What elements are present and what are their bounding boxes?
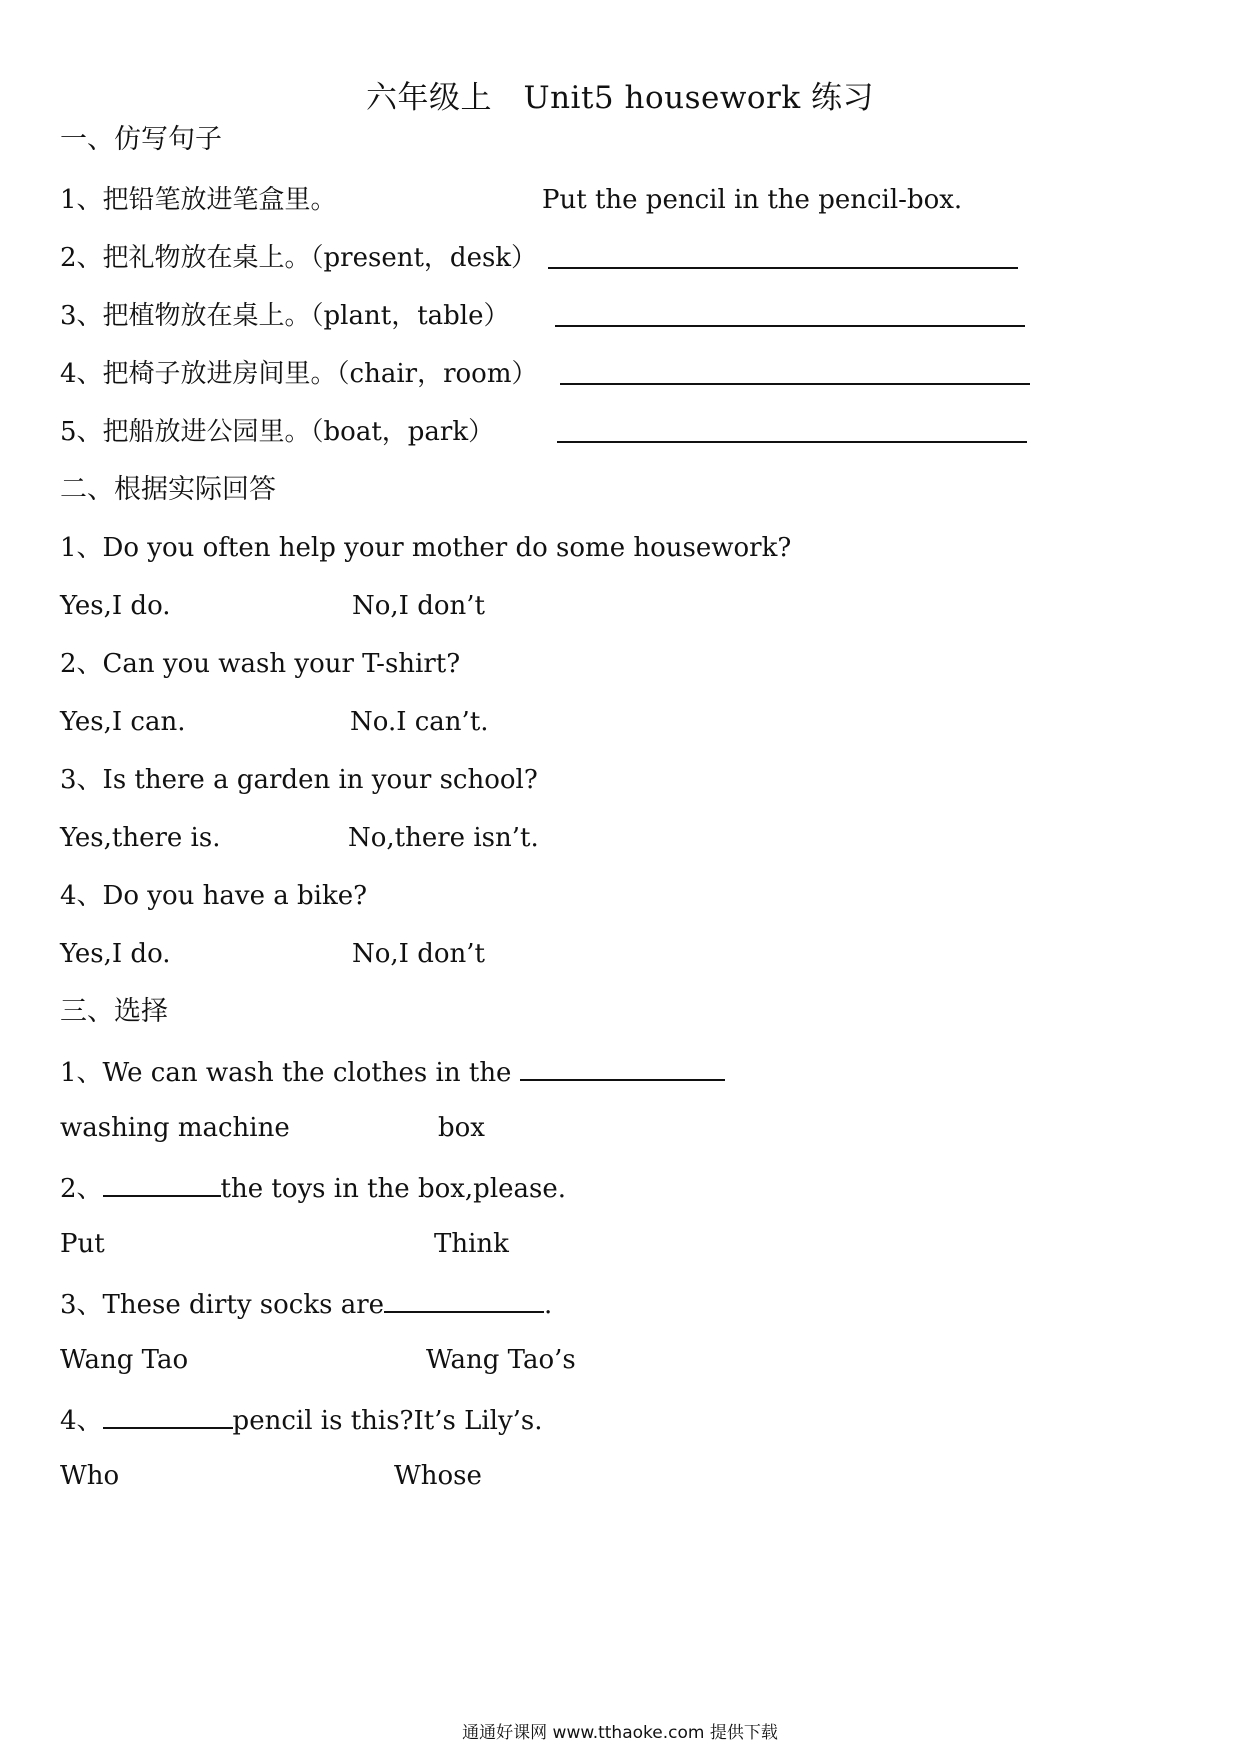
section-1-heading: 一、仿写句子 [60, 124, 222, 155]
s1-item-3-prompt: 3、把植物放在桌上。（plant，table） [60, 301, 510, 331]
s3-item-2-blank[interactable] [103, 1169, 221, 1197]
s3-item-1-blank[interactable] [520, 1053, 725, 1081]
s3-item-1-option-a: washing machine [60, 1113, 290, 1143]
s3-item-2-option-b: Think [434, 1229, 509, 1259]
s1-item-3-blank[interactable] [555, 299, 1025, 336]
s3-item-1-question [60, 1053, 725, 1090]
s3-item-3-blank[interactable] [384, 1285, 544, 1313]
s1-item-5-blank[interactable] [557, 415, 1027, 452]
s1-item-5-prompt: 5、把船放进公园里。（boat，park） [60, 417, 495, 447]
s2-item-4-option-a: Yes,I do. [60, 939, 171, 969]
s1-item-4-prompt: 4、把椅子放进房间里。（chair，room） [60, 359, 538, 389]
section-2-heading: 二、根据实际回答 [60, 474, 276, 505]
s3-item-4-blank[interactable] [103, 1401, 233, 1429]
s3-item-2-text: 2、 [60, 1174, 103, 1204]
s3-item-4-option-b: Whose [394, 1461, 482, 1491]
s1-item-2-blank[interactable] [548, 241, 1018, 278]
s2-item-4-option-b: No,I don’t [352, 939, 485, 969]
s3-item-1-text: 1、We can wash the clothes in the [60, 1058, 520, 1088]
s3-item-2-after: the toys in the box,please. [220, 1174, 567, 1204]
s2-item-2-option-a: Yes,I can. [60, 707, 186, 737]
s3-item-4-text: 4、 [60, 1406, 103, 1436]
s1-item-2-prompt: 2、把礼物放在桌上。（present，desk） [60, 243, 538, 273]
s3-item-3-question [60, 1285, 552, 1322]
s3-item-4-option-a: Who [60, 1461, 120, 1491]
s3-item-2-question [60, 1169, 566, 1206]
s2-item-3-question: 3、Is there a garden in your school? [60, 765, 538, 795]
s1-item-1-answer: Put the pencil in the pencil-box. [542, 185, 963, 215]
s3-item-3-option-b: Wang Tao’s [426, 1345, 576, 1375]
s3-item-4-after: pencil is this?It’s Lily’s. [232, 1406, 543, 1436]
s2-item-4-question: 4、Do you have a bike? [60, 881, 368, 911]
s2-item-3-option-a: Yes,there is. [60, 823, 221, 853]
s3-item-2-option-a: Put [60, 1229, 105, 1259]
s2-item-1-option-b: No,I don’t [352, 591, 485, 621]
s3-item-3-option-a: Wang Tao [60, 1345, 189, 1375]
s3-item-4-question [60, 1401, 543, 1438]
s3-item-1-option-b: box [438, 1113, 485, 1143]
s1-item-1-prompt: 1、把铅笔放进笔盒里。 [60, 185, 337, 215]
s2-item-3-option-b: No,there isn’t. [348, 823, 539, 853]
s2-item-2-option-b: No.I can’t. [350, 707, 489, 737]
page-title: 六年级上 Unit5 housework 练习 [365, 80, 875, 116]
section-3-heading: 三、选择 [60, 996, 168, 1027]
s2-item-2-question: 2、Can you wash your T-shirt? [60, 649, 461, 679]
page-footer: 通通好课网 www.tthaoke.com 提供下载 [462, 1723, 778, 1743]
s2-item-1-question: 1、Do you often help your mother do some housework? [60, 533, 792, 563]
s3-item-3-after: . [544, 1290, 553, 1320]
s2-item-1-option-a: Yes,I do. [60, 591, 171, 621]
s1-item-4-blank[interactable] [560, 357, 1030, 394]
s3-item-3-text: 3、These dirty socks are [60, 1290, 385, 1320]
